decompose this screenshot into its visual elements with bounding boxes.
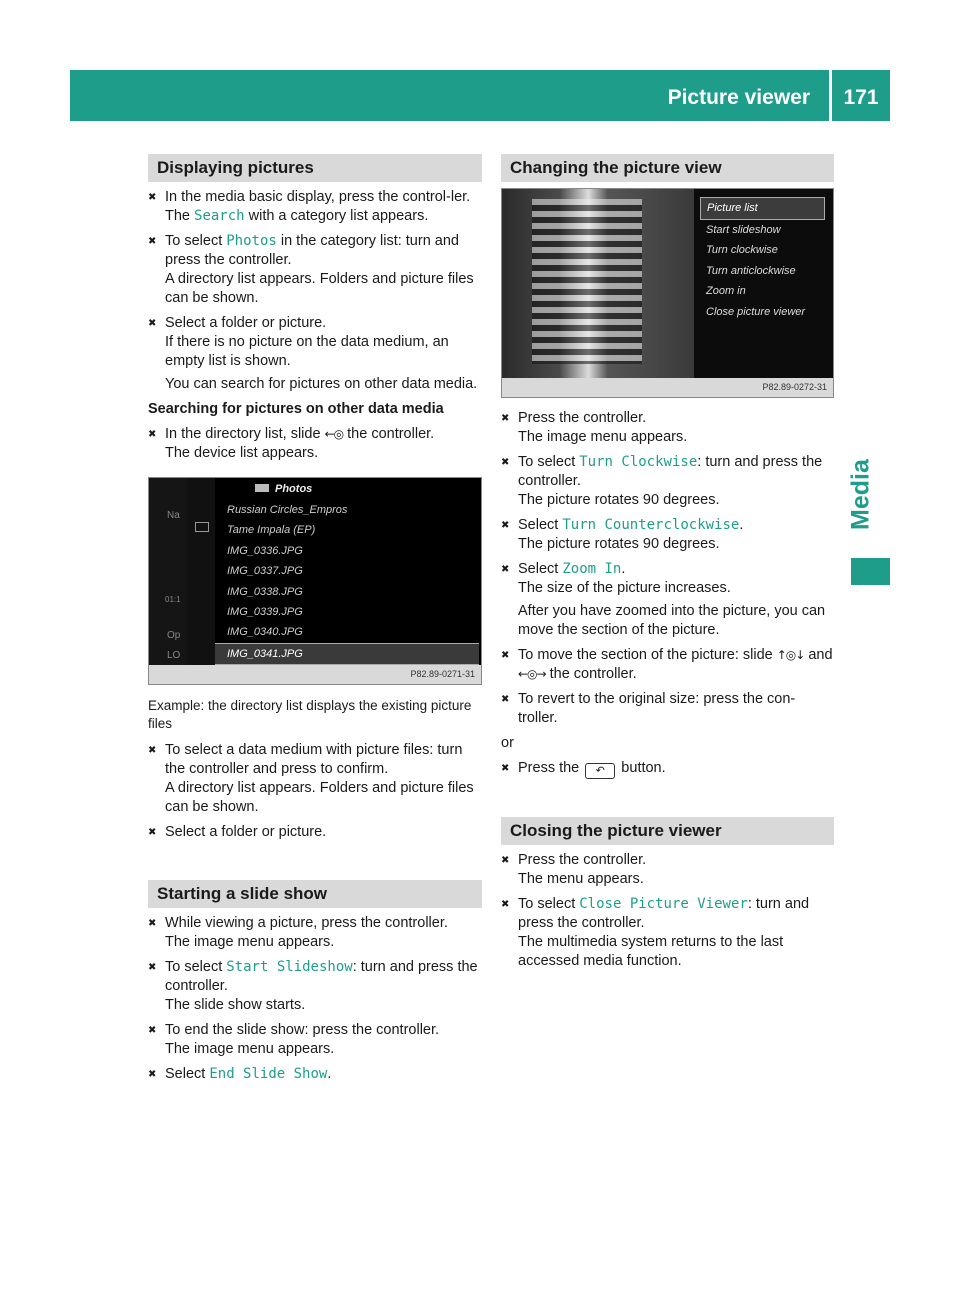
step-item: ✖ Select End Slide Show. (148, 1065, 482, 1084)
picture-menu (694, 189, 833, 379)
screenshot-directory-list (148, 477, 482, 685)
controller-slide-left-right-icon: ←◎→ (518, 667, 546, 681)
screen-code: P82.89-0272-31 (502, 378, 833, 397)
step-item: ✖ To select Start Slideshow: turn and press the controller. The slide show starts. (148, 958, 482, 1015)
keyword-close-picture-viewer: Close Picture Viewer (579, 896, 748, 912)
section-heading-displaying: Displaying pictures (148, 154, 482, 182)
figure-caption: Example: the directory list displays the existing picture files (148, 698, 472, 731)
side-tab-marker (851, 558, 890, 585)
menu-item-start-slideshow: Start slideshow (706, 223, 781, 236)
keyword-turn-clockwise: Turn Clockwise (579, 454, 698, 470)
list-item: Russian Circles_Empros (227, 504, 348, 516)
screen-list-title: Photos (215, 478, 479, 500)
step-item: ✖ To select a data medium with picture files: turn the controller and press to confirm. A directory list appears. Folders and picture files can be shown. (148, 741, 482, 817)
screen-list (215, 478, 479, 666)
step-item: ✖ To revert to the original size: press the con-troller. (501, 690, 834, 728)
step-item: ✖ To move the section of the picture: slide ↑◎↓ and ←◎→ the controller. (501, 646, 834, 684)
right-column (501, 154, 834, 977)
step-item: ✖ Select Turn Counterclockwise. The picture rotates 90 degrees. (501, 516, 834, 554)
striped-shirt-figure (532, 199, 642, 364)
screen-code: P82.89-0271-31 (149, 665, 481, 684)
side-tab-media: Media (846, 459, 875, 531)
step-item: ✖ To end the slide show: press the controller. The image menu appears. (148, 1021, 482, 1059)
menu-item-zoom-in: Zoom in (706, 285, 746, 297)
keyword-turn-counterclockwise: Turn Counterclockwise (562, 517, 740, 533)
list-item: IMG_0336.JPG (227, 544, 303, 557)
list-item: Tame Impala (EP) (227, 524, 316, 537)
step-item: ✖ To select Turn Clockwise: turn and press the controller. The picture rotates 90 degrees. (501, 453, 834, 510)
step-item: ✖ Select a folder or picture. If there is no picture on the data medium, an empty list is shown. You can search for pictures on other data media. (148, 314, 482, 394)
step-item: ✖ Select Zoom In. The size of the picture increases. After you have zoomed into the picture, you can move the section of the picture. (501, 560, 834, 640)
folder-stack-icon (195, 522, 209, 532)
step-item: ✖ Press the ↶ button. (501, 759, 834, 779)
left-column (148, 154, 482, 1090)
list-item: IMG_0340.JPG (227, 626, 303, 639)
list-item-selected: IMG_0341.JPG (215, 643, 479, 665)
step-item: ✖ In the media basic display, press the control-ler. The Search with a category list appears. (148, 188, 482, 226)
back-button-icon: ↶ (585, 763, 615, 779)
step-item: ✖ Select a folder or picture. (148, 823, 482, 842)
step-item: ✖ To select Close Picture Viewer: turn and press the controller. The multimedia system returns to the last accessed media function. (501, 895, 834, 971)
step-item: ✖ Press the controller. The menu appears. (501, 851, 834, 889)
page-header (70, 70, 890, 121)
menu-item-turn-clockwise: Turn clockwise (706, 244, 778, 256)
keyword-photos: Photos (226, 233, 277, 249)
list-item: IMG_0337.JPG (227, 565, 303, 578)
section-heading-changing: Changing the picture view (501, 154, 834, 182)
keyword-zoom-in: Zoom In (562, 561, 622, 577)
photos-icon (255, 484, 269, 492)
step-item: ✖ In the directory list, slide ←◎ the controller. The device list appears. (148, 425, 482, 463)
step-item: ✖ While viewing a picture, press the controller. The image menu appears. (148, 914, 482, 952)
keyword-end-slide-show: End Slide Show (209, 1066, 328, 1082)
section-heading-slideshow: Starting a slide show (148, 880, 482, 908)
list-item: IMG_0339.JPG (227, 605, 303, 618)
list-item: IMG_0338.JPG (227, 585, 303, 598)
menu-item-close-picture-viewer: Close picture viewer (706, 305, 806, 318)
controller-slide-up-down-icon: ↑◎↓ (776, 648, 805, 662)
step-item: ✖ Press the controller. The image menu appears. (501, 409, 834, 447)
menu-item-picture-list: Picture list (700, 197, 825, 220)
section-heading-closing: Closing the picture viewer (501, 817, 834, 845)
photo-image (502, 189, 694, 379)
or-text: or (501, 735, 514, 751)
screenshot-picture-menu (501, 188, 834, 398)
controller-slide-left-icon: ←◎ (324, 427, 344, 441)
menu-item-turn-anticlockwise: Turn anticlockwise (706, 264, 796, 277)
keyword-search: Search (194, 208, 245, 224)
step-item: ✖ To select Photos in the category list: turn and press the controller. A directory list appears. Folders and picture files can be shown. (148, 232, 482, 308)
sub-heading: Searching for pictures on other data media (148, 401, 444, 417)
keyword-start-slideshow: Start Slideshow (226, 959, 353, 975)
screen-icon-column (187, 478, 215, 666)
page-number: 171 (843, 86, 879, 109)
screen-left-panel: Na 01:1 Op LO (149, 478, 187, 666)
page-title: Picture viewer (667, 86, 810, 109)
